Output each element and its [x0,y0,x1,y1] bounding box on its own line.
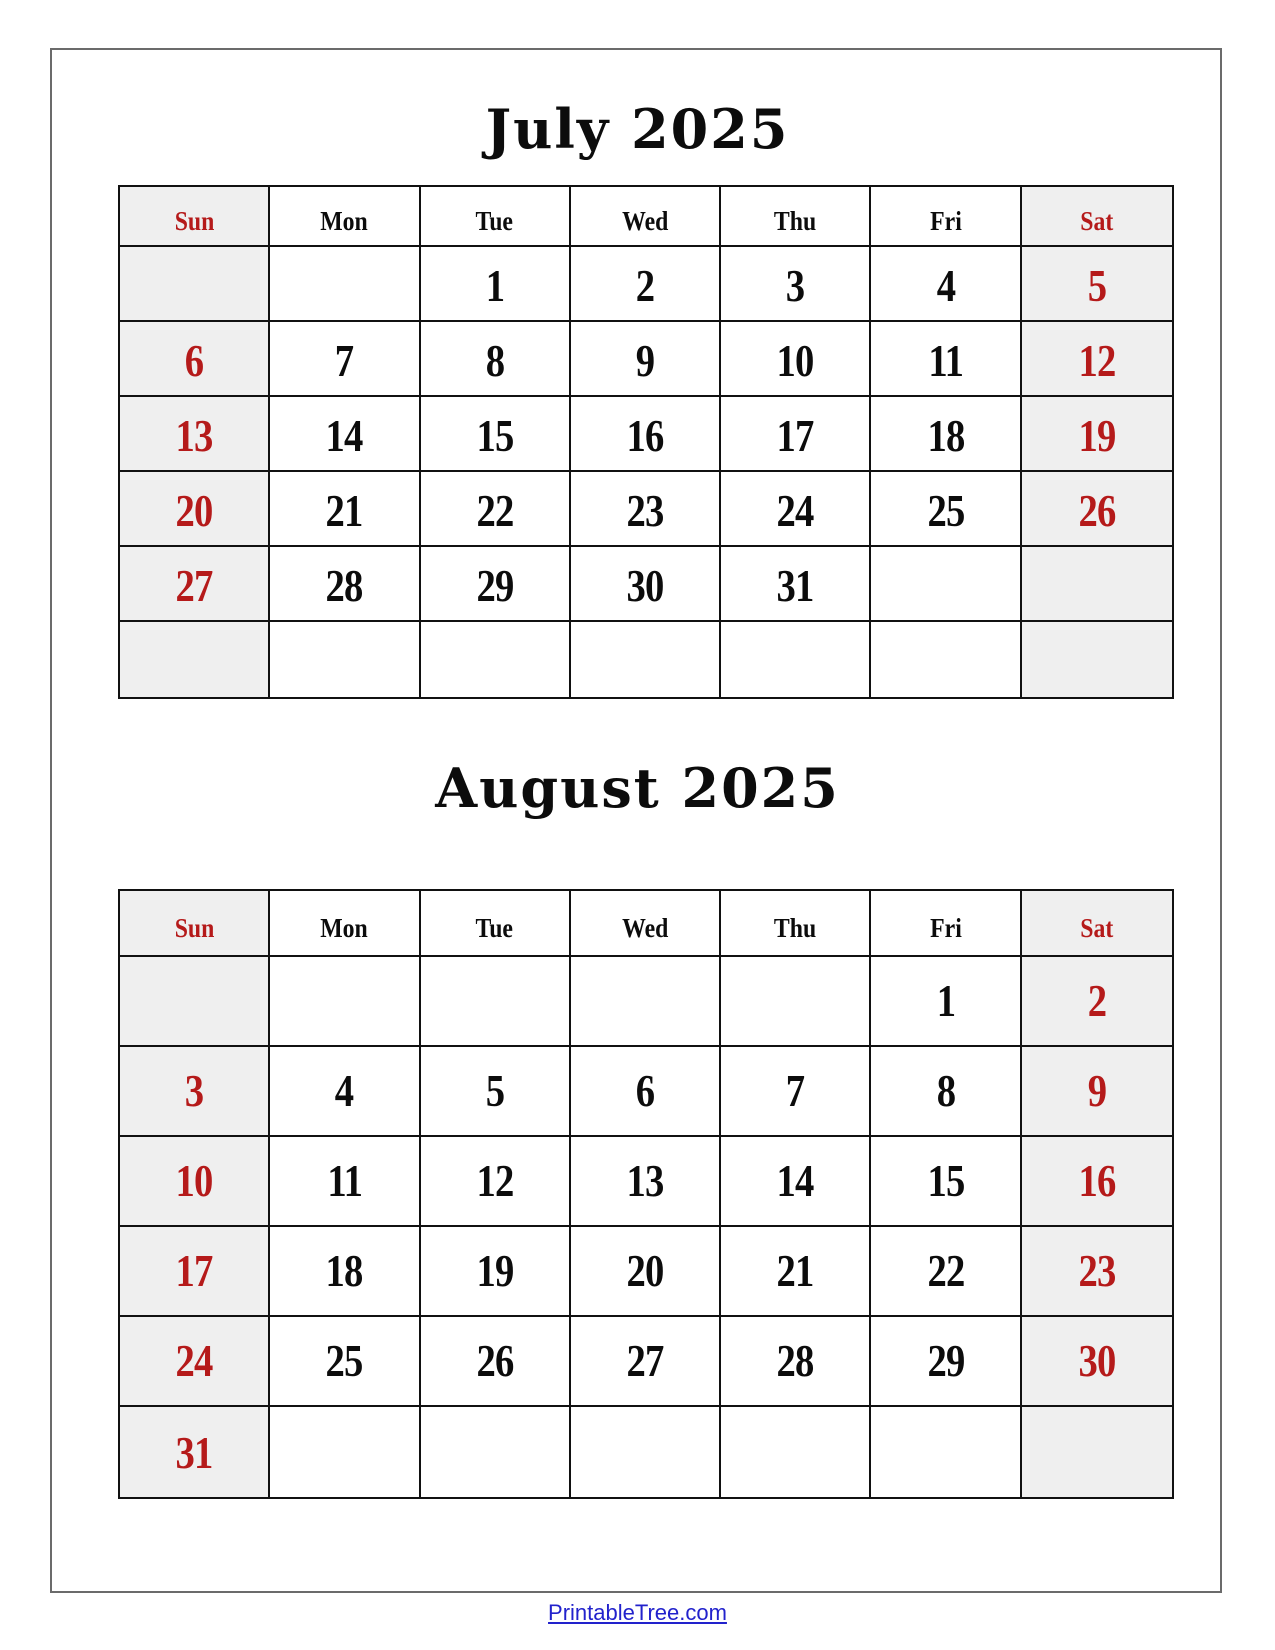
day-cell [1022,957,1172,1047]
day-number: 14 [776,1155,814,1206]
day-number: 30 [626,560,664,611]
weekday-label: Wed [621,206,669,236]
day-cell [871,472,1021,547]
day-cell [270,1137,420,1227]
day-cell [120,397,270,472]
day-number: 3 [184,1065,204,1116]
day-cell [871,1227,1021,1317]
day-cell [1022,247,1172,322]
weekday-label: Mon [320,913,369,943]
weekday-header-mon [270,891,420,957]
day-number: 10 [175,1155,213,1206]
day-cell [1022,1137,1172,1227]
day-cell [721,622,871,697]
day-cell [421,957,571,1047]
day-cell [1022,1227,1172,1317]
july-calendar-grid [118,185,1174,699]
day-number: 31 [175,1427,213,1478]
day-number: 31 [776,560,814,611]
day-cell [871,322,1021,397]
day-cell [721,1407,871,1497]
day-number: 3 [786,260,805,311]
day-number: 20 [626,1245,664,1296]
day-cell [421,472,571,547]
day-number: 18 [927,410,965,461]
august-calendar-grid [118,889,1174,1499]
day-number: 16 [626,410,664,461]
day-number: 23 [1078,1245,1116,1296]
day-number: 4 [936,260,955,311]
day-cell [270,472,420,547]
day-cell [270,1317,420,1407]
day-cell [1022,472,1172,547]
day-number: 12 [476,1155,514,1206]
weekday-header-sun [120,891,270,957]
day-number: 2 [1087,975,1107,1026]
weekday-label: Tue [475,913,514,943]
day-number: 2 [635,260,655,311]
day-cell [120,322,270,397]
day-cell [421,322,571,397]
weekday-label: Fri [929,206,962,236]
day-number: 24 [776,485,814,536]
weekday-header-mon [270,187,420,247]
day-cell [721,1317,871,1407]
day-number: 11 [928,335,963,386]
weekday-header-wed [571,891,721,957]
day-cell [571,322,721,397]
day-number: 19 [1078,410,1116,461]
day-cell [721,397,871,472]
day-number: 17 [175,1245,213,1296]
day-cell [120,247,270,322]
day-number: 9 [1087,1065,1107,1116]
day-cell [1022,322,1172,397]
day-cell [721,1227,871,1317]
day-number: 7 [335,335,354,386]
day-number: 11 [327,1155,362,1206]
day-number: 23 [626,485,664,536]
weekday-label: Wed [621,913,669,943]
weekday-label: Tue [475,206,514,236]
day-number: 7 [786,1065,805,1116]
day-number: 30 [1078,1335,1116,1386]
day-cell [871,1317,1021,1407]
day-cell [120,1407,270,1497]
day-number: 20 [175,485,213,536]
day-number: 4 [335,1065,354,1116]
day-number: 1 [485,260,504,311]
day-cell [871,247,1021,322]
weekday-label: Sat [1080,913,1114,943]
day-number: 8 [485,335,504,386]
day-number: 29 [476,560,514,611]
day-number: 26 [476,1335,514,1386]
day-number: 10 [776,335,814,386]
weekday-header-sun [120,187,270,247]
day-cell [571,1047,721,1137]
weekday-header-sat [1022,891,1172,957]
day-cell [421,1047,571,1137]
day-number: 18 [325,1245,363,1296]
day-cell [721,247,871,322]
day-number: 22 [927,1245,965,1296]
day-cell [571,247,721,322]
day-cell [270,1047,420,1137]
day-cell [871,547,1021,622]
day-cell [571,547,721,622]
day-number: 6 [184,335,204,386]
day-cell [571,1137,721,1227]
weekday-header-thu [721,187,871,247]
day-number: 25 [325,1335,363,1386]
day-cell [721,1047,871,1137]
day-cell [721,1137,871,1227]
day-cell [871,957,1021,1047]
day-cell [571,1317,721,1407]
day-cell [270,622,420,697]
day-cell [1022,1407,1172,1497]
day-cell [871,1047,1021,1137]
day-number: 29 [927,1335,965,1386]
weekday-label: Fri [929,913,962,943]
day-number: 5 [485,1065,504,1116]
weekday-label: Thu [774,913,817,943]
weekday-header-tue [421,187,571,247]
day-number: 16 [1078,1155,1116,1206]
day-cell [270,397,420,472]
day-cell [1022,547,1172,622]
day-number: 15 [927,1155,965,1206]
day-cell [721,322,871,397]
weekday-header-thu [721,891,871,957]
day-cell [571,472,721,547]
day-cell [421,1137,571,1227]
day-cell [871,397,1021,472]
weekday-label: Sun [174,206,214,236]
day-number: 24 [175,1335,213,1386]
day-cell [421,397,571,472]
weekday-header-tue [421,891,571,957]
footer [0,1600,1275,1626]
weekday-label: Sat [1080,206,1114,236]
day-cell [270,1227,420,1317]
day-cell [571,397,721,472]
day-cell [120,1137,270,1227]
day-cell [571,622,721,697]
day-cell [421,247,571,322]
day-number: 1 [936,975,955,1026]
day-cell [120,547,270,622]
day-cell [421,1227,571,1317]
day-number: 14 [325,410,363,461]
day-cell [120,1227,270,1317]
weekday-label: Thu [774,206,817,236]
day-number: 22 [476,485,514,536]
day-number: 17 [776,410,814,461]
day-number: 13 [175,410,213,461]
day-cell [270,957,420,1047]
day-number: 21 [325,485,363,536]
day-cell [571,1227,721,1317]
weekday-header-fri [871,891,1021,957]
weekday-header-fri [871,187,1021,247]
day-cell [721,547,871,622]
weekday-label: Mon [320,206,369,236]
day-cell [120,1317,270,1407]
day-number: 13 [626,1155,664,1206]
weekday-header-sat [1022,187,1172,247]
day-cell [1022,397,1172,472]
day-cell [270,322,420,397]
month-title-august: August 2025 [435,756,840,820]
day-cell [571,957,721,1047]
month-title-july: July 2025 [485,97,790,161]
day-number: 19 [476,1245,514,1296]
day-cell [120,472,270,547]
printabletree-link[interactable]: PrintableTree.com [548,1600,727,1625]
day-number: 8 [936,1065,955,1116]
day-cell [1022,1047,1172,1137]
day-number: 26 [1078,485,1116,536]
day-number: 28 [325,560,363,611]
day-cell [120,957,270,1047]
day-cell [721,472,871,547]
day-cell [270,247,420,322]
weekday-header-wed [571,187,721,247]
day-number: 28 [776,1335,814,1386]
day-number: 27 [175,560,213,611]
day-number: 6 [635,1065,655,1116]
day-cell [871,622,1021,697]
day-cell [1022,622,1172,697]
day-cell [421,547,571,622]
day-number: 27 [626,1335,664,1386]
day-number: 25 [927,485,965,536]
day-cell [120,622,270,697]
day-number: 9 [635,335,655,386]
day-cell [421,1407,571,1497]
day-cell [270,1407,420,1497]
day-cell [120,1047,270,1137]
day-number: 21 [776,1245,814,1296]
day-cell [571,1407,721,1497]
day-number: 5 [1087,260,1107,311]
day-cell [421,1317,571,1407]
day-cell [270,547,420,622]
day-cell [721,957,871,1047]
day-cell [421,622,571,697]
weekday-label: Sun [174,913,214,943]
day-number: 15 [476,410,514,461]
day-cell [1022,1317,1172,1407]
day-cell [871,1137,1021,1227]
day-number: 12 [1078,335,1116,386]
day-cell [871,1407,1021,1497]
